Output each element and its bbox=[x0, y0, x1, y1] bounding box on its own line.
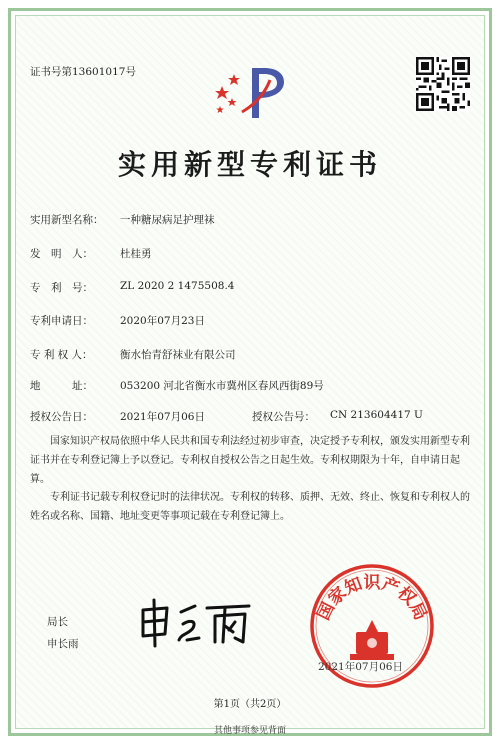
patent-office-logo bbox=[212, 62, 288, 120]
seal-date: 2021年07月06日 bbox=[318, 661, 403, 673]
certificate-title: 实用新型专利证书 bbox=[117, 148, 382, 181]
grant-date-value: 2021年07月06日 bbox=[120, 411, 205, 423]
grant-statement-paragraph: 国家知识产权局依照中华人民共和国专利法经过初步审查，决定授予专利权，颁发实用新型专利证书并在专利登记簿上予以登记。专利权自授权公告之日起生效。专利权期限为十年，自申请日起算。 bbox=[30, 436, 470, 485]
inventor-label: 发 明 人： bbox=[30, 248, 93, 260]
filing-date-label: 专利申请日： bbox=[30, 315, 93, 327]
footer-note: 其他事项参见背面 bbox=[213, 726, 286, 736]
grant-number-label: 授权公告号： bbox=[252, 411, 315, 423]
patent-number-value: ZL 2020 2 1475508.4 bbox=[120, 280, 235, 292]
filing-date-value: 2020年07月23日 bbox=[120, 315, 205, 327]
signatory-title: 局长 bbox=[47, 616, 68, 628]
signatory-name: 申长雨 bbox=[47, 638, 79, 650]
patent-number-label: 专 利 号： bbox=[30, 282, 93, 294]
name-value: 一种糖尿病足护理袜 bbox=[120, 214, 215, 226]
inventor-value: 杜桂勇 bbox=[120, 248, 152, 260]
handwritten-signature bbox=[137, 598, 257, 648]
grant-date-label: 授权公告日： bbox=[30, 411, 93, 423]
qr-code bbox=[416, 57, 470, 111]
address-label: 地 址： bbox=[30, 380, 93, 392]
patent-holder-value: 衡水怡青舒袜业有限公司 bbox=[120, 349, 236, 361]
certificate-number: 证书号第13601017号 bbox=[30, 66, 136, 78]
page-indicator: 第1页（共2页） bbox=[213, 699, 287, 710]
legal-status-paragraph: 专利证书记载专利权登记时的法律状况。专利权的转移、质押、无效、终止、恢复和专利权人的姓名或名称、国籍、地址变更等事项记载在专利登记簿上。 bbox=[30, 492, 470, 522]
svg-text:国家知识产权局: 国家知识产权局 bbox=[313, 573, 431, 624]
address-value: 053200 河北省衡水市冀州区春风西街89号 bbox=[120, 380, 324, 392]
name-label: 实用新型名称： bbox=[30, 214, 104, 226]
patent-holder-label: 专 利 权 人： bbox=[30, 349, 93, 361]
grant-number-value: CN 213604417 U bbox=[330, 409, 423, 421]
